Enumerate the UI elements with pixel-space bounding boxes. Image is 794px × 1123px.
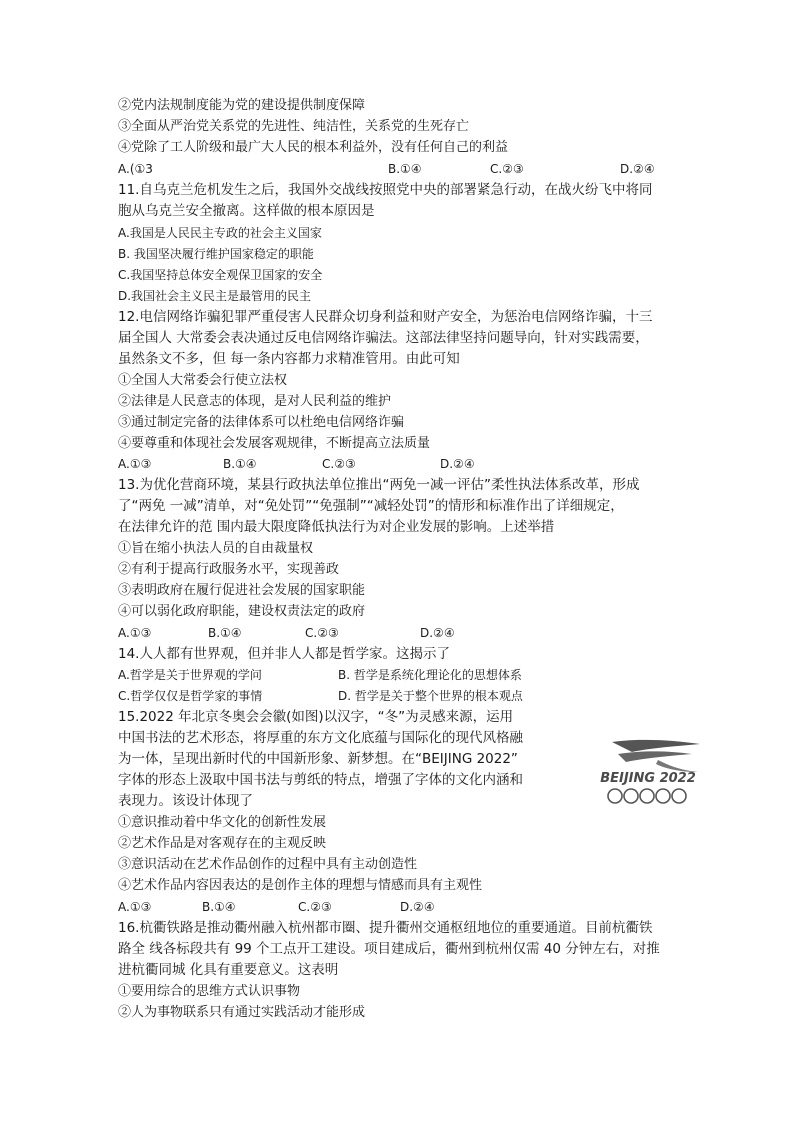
q10-answer-c: C.②③ bbox=[490, 162, 524, 176]
q15-option-2: ②艺术作品是对客观存在的主观反映 bbox=[118, 836, 327, 851]
q13-stem-2: 了“两免 一减”清单，对“免处罚”“免强制”“减轻处罚”的情形和标准作出了详细规定， bbox=[118, 498, 624, 514]
q13-answer-c: C.②③ bbox=[305, 626, 339, 640]
q11-stem-2: 胞从乌克兰安全撤离。这样做的根本原因是 bbox=[118, 203, 375, 219]
emblem-logotype: BEIJING 2022 bbox=[600, 771, 696, 786]
q12-answer-c: C.②③ bbox=[322, 457, 356, 471]
q10-answer-b: B.①④ bbox=[388, 162, 422, 176]
q15-option-3: ③意识活动在艺术作品创作的过程中具有主动创造性 bbox=[118, 857, 418, 872]
q11-stem-1: 11.自乌克兰危机发生之后，我国外交战线按照党中央的部署紧急行动，在战火纷飞中将同 bbox=[118, 182, 653, 198]
q13-stem-3: 在法律允许的范 围内最大限度降低执法行为对企业发展的影响。上述举措 bbox=[118, 519, 555, 535]
q12-answer-b: B.①④ bbox=[223, 457, 257, 471]
q13-option-1: ①旨在缩小执法人员的自由裁量权 bbox=[118, 541, 314, 556]
q14-stem: 14.人人都有世界观，但并非人人都是哲学家。这揭示了 bbox=[118, 646, 450, 662]
q15-option-4: ④艺术作品内容因表达的是创作主体的理想与情感而具有主观性 bbox=[118, 878, 483, 893]
q10-answer-a: A.(①3 bbox=[118, 162, 153, 176]
q12-option-4: ④要尊重和体现社会发展客观规律，不断提高立法质量 bbox=[118, 436, 431, 451]
q13-stem-1: 13.为优化营商环境，某县行政执法单位推出“两免一减一评估”柔性执法体系改革，形成 bbox=[118, 477, 640, 493]
q15-stem-4: 字体的形态上汲取中国书法与剪纸的特点，增强了字体的文化内涵和 bbox=[118, 772, 523, 788]
q15-answer-b: B.①④ bbox=[202, 900, 236, 914]
q13-answer-b: B.①④ bbox=[208, 626, 242, 640]
q12-answer-d: D.②④ bbox=[440, 457, 475, 471]
q15-answer-d: D.②④ bbox=[400, 900, 435, 914]
q13-answer-a: A.①③ bbox=[118, 626, 152, 640]
q12-stem-2: 届全国人 大常委会表决通过反电信网络诈骗法。这部法律坚持问题导向，针对实践需要， bbox=[118, 330, 649, 346]
q10-answer-d: D.②④ bbox=[620, 162, 655, 176]
q14-choice-c: C.哲学仅仅是哲学家的事情 bbox=[118, 689, 263, 703]
q14-choice-b: B. 哲学是系统化理论化的思想体系 bbox=[338, 668, 522, 682]
q16-stem-1: 16.杭衢铁路是推动衢州融入杭州都市圈、提升衢州交通枢纽地位的重要通道。目前杭衢铁 bbox=[118, 920, 653, 936]
q11-choice-c: C.我国坚持总体安全观保卫国家的安全 bbox=[118, 268, 323, 282]
q12-stem-3: 虽然条文不多，但 每一条内容都力求精准管用。由此可知 bbox=[118, 351, 460, 367]
beijing-2022-emblem bbox=[560, 736, 735, 806]
q13-option-3: ③表明政府在履行促进社会发展的国家职能 bbox=[118, 583, 366, 598]
q15-stem-1: 15.2022 年北京冬奥会会徽(如图)以汉字，“冬”为灵感来源，运用 bbox=[118, 709, 514, 725]
q11-choice-b: B. 我国坚决履行维护国家稳定的职能 bbox=[118, 247, 314, 261]
q15-answer-a: A.①③ bbox=[118, 900, 152, 914]
q12-answer-a: A.①③ bbox=[118, 457, 152, 471]
q16-stem-3: 进杭衢同城 化具有重要意义。这表明 bbox=[118, 962, 339, 978]
winter-olympics-emblem-icon bbox=[560, 736, 735, 806]
q15-answer-c: C.②③ bbox=[298, 900, 332, 914]
q11-choice-d: D.我国社会主义民主是最管用的民主 bbox=[118, 289, 312, 303]
q12-stem-1: 12.电信网络诈骗犯罪严重侵害人民群众切身利益和财产安全，为惩治电信网络诈骗，十三 bbox=[118, 309, 653, 325]
q13-option-4: ④可以弱化政府职能，建设权责法定的政府 bbox=[118, 604, 366, 619]
q14-choice-d: D. 哲学是关于整个世界的根本观点 bbox=[338, 689, 523, 703]
q13-option-2: ②有利于提高行政服务水平，实现善政 bbox=[118, 562, 340, 577]
q10-option-3: ③全面从严治党关系党的先进性、纯洁性，关系党的生死存亡 bbox=[118, 119, 470, 134]
q15-stem-3: 为一体，呈现出新时代的中国新形象、新梦想。在“BEIJING 2022” bbox=[118, 751, 518, 767]
q12-option-3: ③通过制定完备的法律体系可以杜绝电信网络诈骗 bbox=[118, 415, 405, 430]
q13-answer-d: D.②④ bbox=[420, 626, 455, 640]
q10-option-2: ②党内法规制度能为党的建设提供制度保障 bbox=[118, 98, 366, 113]
q12-option-1: ①全国人大常委会行使立法权 bbox=[118, 373, 288, 388]
q11-choice-a: A.我国是人民民主专政的社会主义国家 bbox=[118, 226, 322, 240]
q15-stem-2: 中国书法的艺术形态，将厚重的东方文化底蕴与国际化的现代风格融 bbox=[118, 730, 523, 746]
q14-choice-a: A.哲学是关于世界观的学问 bbox=[118, 668, 262, 682]
q16-option-2: ②人为事物联系只有通过实践活动才能形成 bbox=[118, 1005, 366, 1020]
q16-option-1: ①要用综合的思维方式认识事物 bbox=[118, 984, 301, 999]
q16-stem-2: 路全 线各标段共有 99 个工点开工建设。项目建成后，衢州到杭州仅需 40 分钟左右，对推 bbox=[118, 941, 660, 957]
q10-option-4: ④党除了工人阶级和最广大人民的根本利益外，没有任何自己的利益 bbox=[118, 140, 509, 155]
q12-option-2: ②法律是人民意志的体现，是对人民利益的维护 bbox=[118, 394, 392, 409]
q15-stem-5: 表现力。该设计体现了 bbox=[118, 793, 253, 809]
q15-option-1: ①意识推动着中华文化的创新性发展 bbox=[118, 815, 327, 830]
